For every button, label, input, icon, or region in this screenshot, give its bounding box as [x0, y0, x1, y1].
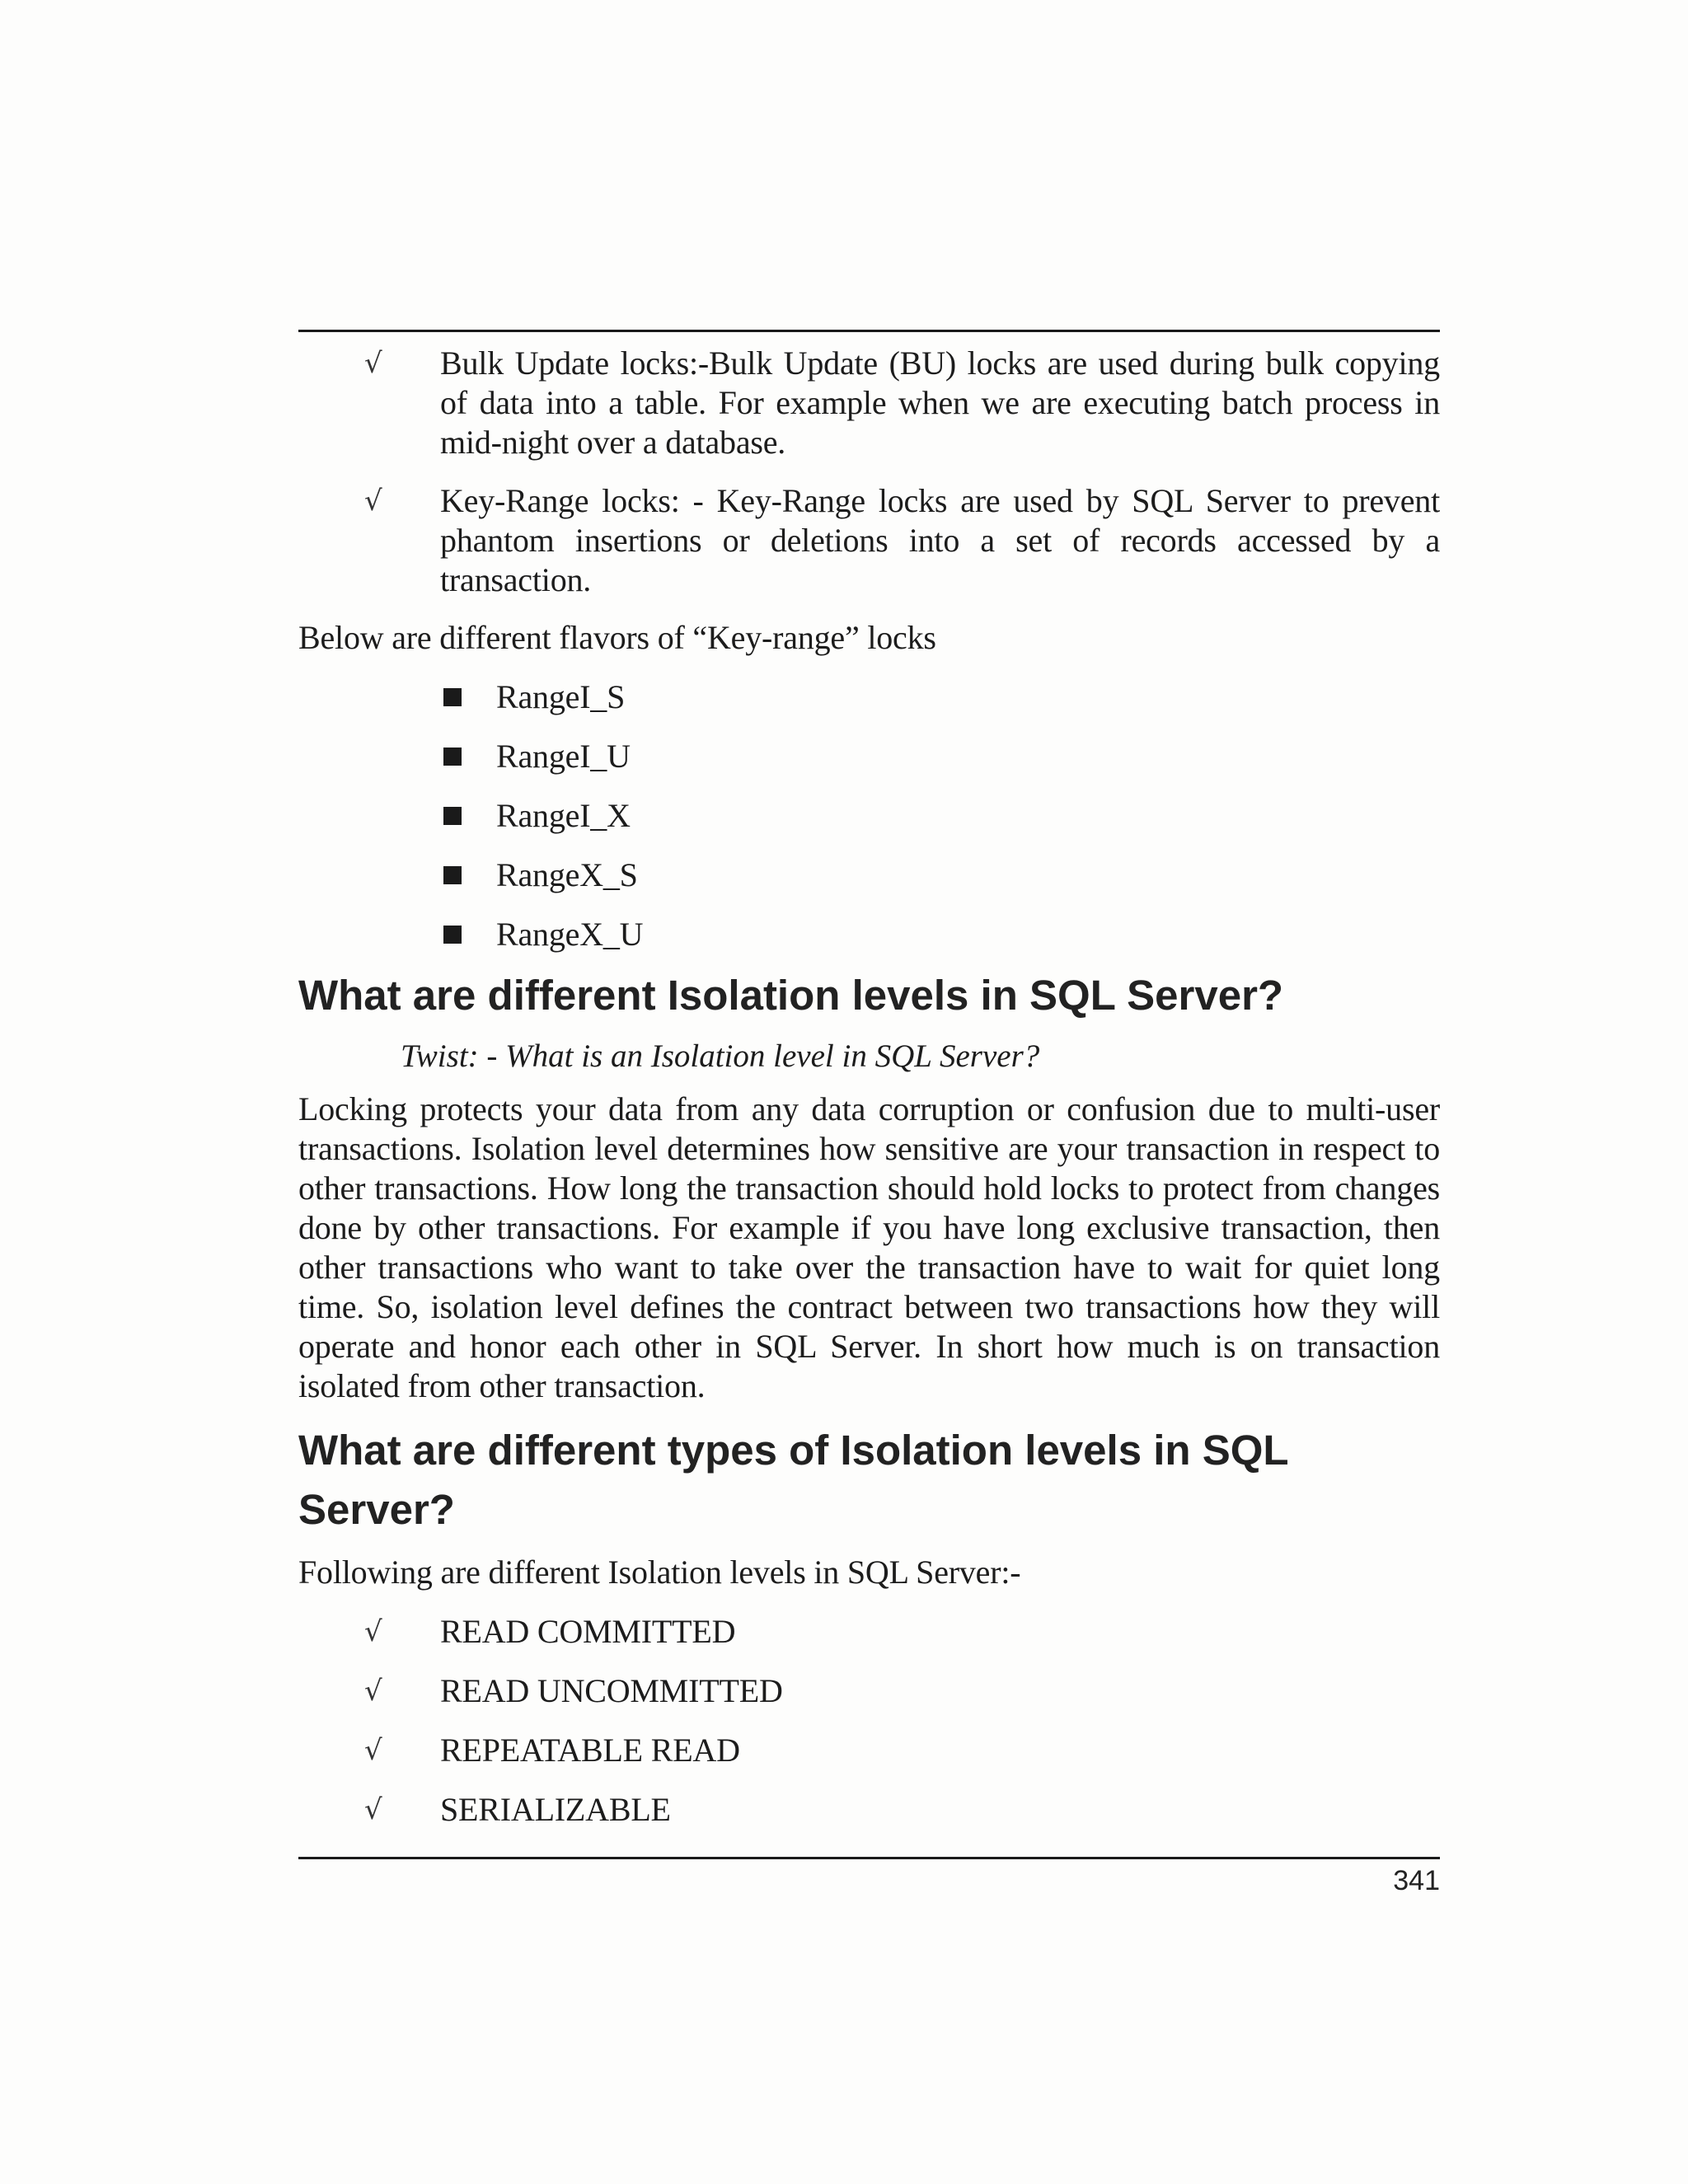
- levels-intro: Following are different Isolation levels in SQL Server:-: [298, 1554, 1021, 1591]
- list-item: [298, 1731, 1440, 1770]
- list-item-text: SERIALIZABLE: [440, 1791, 671, 1828]
- list-item-text: READ UNCOMMITTED: [440, 1672, 783, 1709]
- square-bullet-icon: [443, 807, 462, 825]
- list-item-text: Key-Range locks: - Key-Range locks are used by SQL Server to prevent phantom insertions or deletions into a set of records accessed by a transaction.: [440, 482, 1440, 598]
- list-item: [298, 481, 1440, 600]
- section-heading: [298, 1421, 1440, 1540]
- list-item: [298, 1671, 1440, 1711]
- section-heading: What are different Isolation levels in SQL Server?: [298, 972, 1284, 1019]
- list-item-text: READ COMMITTED: [440, 1613, 736, 1650]
- paragraph: Locking protects your data from any data corruption or confusion due to multi-user transactions. Isolation level determines how sensitive are your transaction in respect to other transactions. How long the transaction should hold locks to protect from changes done by other transactions. For example if you have long exclusive transaction, then other transactions who want to take over the transaction have to wait for quiet long time. So, isolation level defines the contract between two transactions how they will operate and honor each other in SQL Server. In short how much is on transaction isolated from other transaction.: [298, 1090, 1440, 1404]
- list-item-text: REPEATABLE READ: [440, 1732, 740, 1769]
- list-item: [298, 915, 1440, 954]
- heading-line: Server?: [298, 1486, 455, 1533]
- square-bullet-icon: [443, 688, 462, 706]
- check-icon: √: [364, 1793, 382, 1826]
- list-item: [298, 677, 1440, 717]
- list-item-text: RangeI_U: [496, 738, 631, 775]
- list-item-text: RangeI_S: [496, 678, 626, 715]
- footer-rule: [298, 1857, 1440, 1859]
- list-item-text: RangeX_S: [496, 856, 638, 893]
- square-bullet-icon: [443, 748, 462, 766]
- list-item: [298, 1790, 1440, 1830]
- check-icon: √: [364, 1734, 382, 1767]
- list-item-text: RangeI_X: [496, 797, 631, 834]
- heading-line: What are different types of Isolation levels in SQL: [298, 1427, 1289, 1474]
- flavors-list: [298, 677, 1440, 954]
- page-number: 341: [1393, 1865, 1440, 1896]
- flavors-intro: Below are different flavors of “Key-range” locks: [298, 619, 936, 656]
- levels-list: [298, 1612, 1440, 1830]
- list-item: [298, 344, 1440, 462]
- list-item: [298, 796, 1440, 836]
- list-item-text: RangeX_U: [496, 916, 644, 953]
- list-item: [298, 1612, 1440, 1652]
- check-icon: √: [364, 347, 382, 380]
- list-item-text: Bulk Update locks:-Bulk Update (BU) locks are used during bulk copying of data into a table. For example when we are executing batch process in mid-night over a database.: [440, 344, 1440, 461]
- check-icon: √: [364, 1675, 382, 1708]
- twist-question: Twist: - What is an Isolation level in SQL Server?: [401, 1038, 1040, 1074]
- page-content: [298, 330, 1440, 1830]
- square-bullet-icon: [443, 866, 462, 884]
- list-item: [298, 737, 1440, 776]
- check-icon: √: [364, 1615, 382, 1648]
- check-icon: √: [364, 485, 382, 518]
- list-item: [298, 855, 1440, 895]
- square-bullet-icon: [443, 926, 462, 944]
